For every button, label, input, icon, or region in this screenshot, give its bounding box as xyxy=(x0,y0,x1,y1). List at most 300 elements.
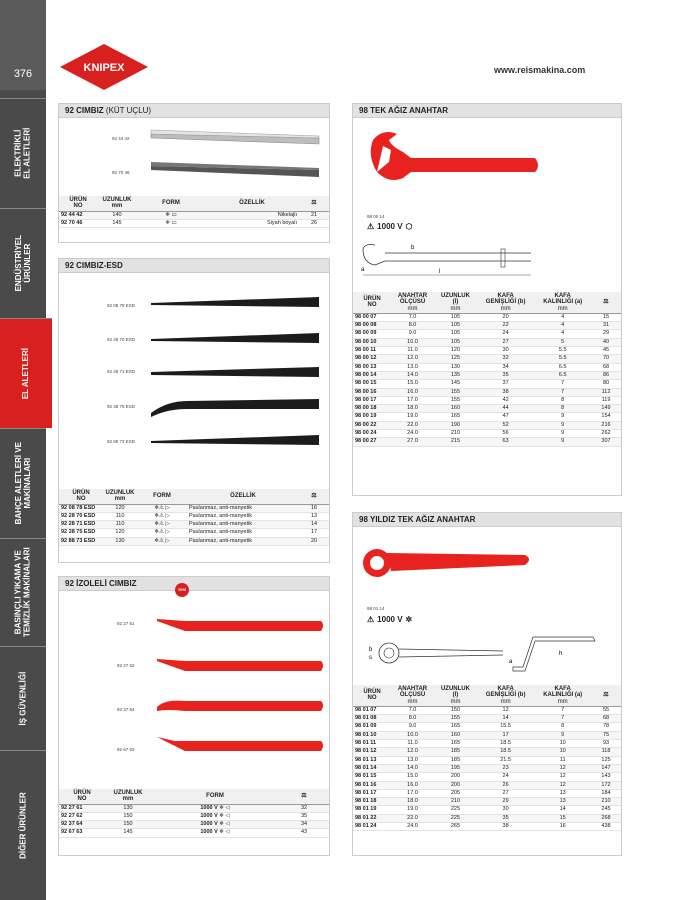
weight-icon: ⚖ xyxy=(299,196,329,211)
table-row: 92 67 63 145 1000 V ❄ ◁ 43 xyxy=(59,829,329,837)
table-cell: 125 xyxy=(434,355,477,363)
insulated-tweezers-image xyxy=(155,609,327,769)
table-cell: 14 xyxy=(477,715,535,723)
svg-text:l: l xyxy=(439,269,441,275)
table-cell: 80 xyxy=(591,380,621,388)
product-label: 98 00 14 xyxy=(367,214,385,219)
table-cell: 119 xyxy=(591,396,621,404)
ring-wrench-image xyxy=(359,537,539,597)
table-row xyxy=(353,756,621,764)
svg-text:h: h xyxy=(559,651,563,657)
table-cell: 13 xyxy=(534,789,591,797)
table-cell: 12 xyxy=(534,781,591,789)
table-cell: 9.0 xyxy=(391,330,434,338)
table-cell: 205 xyxy=(434,789,477,797)
product-label: 92 88 73 ESD xyxy=(107,439,136,444)
table-cell: 10.0 xyxy=(391,731,434,739)
table-cell: 30 xyxy=(477,347,535,355)
table-cell: 105 xyxy=(434,322,477,330)
table-cell: 24.0 xyxy=(391,430,434,438)
table-cell: 11.0 xyxy=(391,347,434,355)
table-cell: 200 xyxy=(434,773,477,781)
table-row xyxy=(353,363,621,371)
table-cell: 47 xyxy=(477,413,535,421)
table-cell: 10.0 xyxy=(391,338,434,346)
table-cell: 86 xyxy=(591,371,621,379)
table-cell: 165 xyxy=(434,413,477,421)
table-cell: 19.0 xyxy=(391,806,434,814)
product-label: 92 70 46 xyxy=(112,170,130,175)
table-row xyxy=(353,798,621,806)
table-row xyxy=(353,706,621,714)
table-cell: 98 00 10 xyxy=(353,338,391,346)
table-cell: 147 xyxy=(591,764,621,772)
table-cell: 27 xyxy=(477,789,535,797)
table-row: 92 28 71 ESD 110 ❄⚠ ▷ Paslanmaz, anti-manyetik 14 xyxy=(59,521,329,529)
table-cell: 150 xyxy=(434,706,477,714)
table-row: 92 37 64 150 1000 V ❄ ◁ 34 xyxy=(59,821,329,829)
table-cell: 184 xyxy=(591,789,621,797)
table-cell: 22.0 xyxy=(391,814,434,822)
table-cell: 5.5 xyxy=(534,347,591,355)
table-row: 92 88 73 ESD 130 ❄⚠ ▷ Paslanmaz, anti-manyetik 20 xyxy=(59,537,329,545)
table-cell: 19.0 xyxy=(391,413,434,421)
form-icon: ❄⚠ ▷ xyxy=(137,521,187,529)
table-cell: 165 xyxy=(434,723,477,731)
table-row xyxy=(353,347,621,355)
table-row xyxy=(353,330,621,338)
table-cell: 245 xyxy=(591,806,621,814)
table-cell: 98 00 11 xyxy=(353,347,391,355)
table-cell: 8 xyxy=(534,396,591,404)
table-row xyxy=(353,438,621,446)
table-cell: 118 xyxy=(591,748,621,756)
table-cell: 130 xyxy=(434,363,477,371)
table-cell: 15.5 xyxy=(477,723,535,731)
table-cell: 14.0 xyxy=(391,764,434,772)
table-cell: 160 xyxy=(434,405,477,413)
table-cell: 15.0 xyxy=(391,380,434,388)
form-icon: ❄ ▭ xyxy=(137,211,205,219)
table-cell: 31 xyxy=(591,322,621,330)
brand-name: KNIPEX xyxy=(83,62,125,74)
table-cell: 24 xyxy=(477,330,535,338)
table-cell: 307 xyxy=(591,438,621,446)
table-cell: 15 xyxy=(534,814,591,822)
panel-title: 98 YILDIZ TEK AĞIZ ANAHTAR xyxy=(353,513,621,527)
table-cell: 16.0 xyxy=(391,388,434,396)
table-row xyxy=(353,371,621,379)
table-cell: 56 xyxy=(477,430,535,438)
insulation-icon: ⚠ xyxy=(367,615,375,624)
tab-pressure-washers[interactable]: BASINÇLI YIKAMA VE TEMİZLİK MAKİNALARI xyxy=(0,538,46,646)
form-icon: ❄⚠ ▷ xyxy=(137,512,187,520)
spec-table: ÜRÜN NO UZUNLUK mm FORM ÖZELLİK ⚖ 92 44 42 140 ❄ ▭ Nikelajlı 21 92 70 46 145 ❄ ▭ Siyah boyalı 26 xyxy=(59,196,329,228)
table-cell: 23 xyxy=(477,764,535,772)
table-row xyxy=(353,748,621,756)
table-cell: 55 xyxy=(591,706,621,714)
tab-other-products[interactable]: DİĞER ÜRÜNLER xyxy=(0,750,46,900)
table-row xyxy=(353,313,621,321)
table-cell: 9 xyxy=(534,413,591,421)
table-cell: 24.0 xyxy=(391,823,434,831)
table-row xyxy=(353,421,621,429)
panel-title: 92 CIMBIZ-ESD xyxy=(59,259,329,273)
table-row: 92 44 42 140 ❄ ▭ Nikelajlı 21 xyxy=(59,211,329,219)
hex-icon: ⬡ xyxy=(405,222,413,231)
table-cell: 16 xyxy=(534,823,591,831)
table-cell: 17.0 xyxy=(391,789,434,797)
table-cell: 11.0 xyxy=(391,740,434,748)
table-row xyxy=(353,430,621,438)
esd-tweezers-image xyxy=(147,289,327,459)
table-cell: 190 xyxy=(434,421,477,429)
table-cell: 98 01 19 xyxy=(353,806,391,814)
table-cell: 18.5 xyxy=(477,748,535,756)
website-url[interactable]: www.reismakina.com xyxy=(494,65,586,75)
table-row xyxy=(353,740,621,748)
table-cell: 52 xyxy=(477,421,535,429)
table-row xyxy=(353,715,621,723)
table-cell: 155 xyxy=(434,396,477,404)
product-label: 92 37 64 xyxy=(117,707,135,712)
table-cell: 12.0 xyxy=(391,748,434,756)
table-cell: 32 xyxy=(477,355,535,363)
table-cell: 98 00 22 xyxy=(353,421,391,429)
panel-open-end-wrench xyxy=(352,103,622,496)
table-cell: 16.0 xyxy=(391,781,434,789)
svg-text:b: b xyxy=(411,245,415,251)
table-cell: 98 01 07 xyxy=(353,706,391,714)
tab-electric-tools[interactable]: ELEKTRİKLİ EL ALETLERİ xyxy=(0,98,46,208)
table-cell: 149 xyxy=(591,405,621,413)
form-icon: ❄⚠ ▷ xyxy=(137,529,187,537)
table-cell: 225 xyxy=(434,806,477,814)
table-row xyxy=(353,322,621,330)
table-cell: 185 xyxy=(434,748,477,756)
table-cell: 98 00 27 xyxy=(353,438,391,446)
panel-title: 98 TEK AĞIZ ANAHTAR xyxy=(353,104,621,118)
table-cell: 10 xyxy=(534,748,591,756)
product-label: 92 08 78 ESD xyxy=(107,303,136,308)
weight-icon: ⚖ xyxy=(591,292,621,313)
product-label: 92 28 70 ESD xyxy=(107,337,136,342)
table-cell: 105 xyxy=(434,330,477,338)
weight-icon: ⚖ xyxy=(279,789,329,804)
table-cell: 9 xyxy=(534,438,591,446)
table-cell: 68 xyxy=(591,363,621,371)
table-cell: 38 xyxy=(477,388,535,396)
table-cell: 7 xyxy=(534,706,591,714)
table-cell: 160 xyxy=(434,731,477,739)
table-cell: 98 00 24 xyxy=(353,430,391,438)
table-cell: 4 xyxy=(534,313,591,321)
weight-icon: ⚖ xyxy=(591,685,621,706)
table-row: 92 38 75 ESD 120 ❄⚠ ▷ Paslanmaz, anti-manyetik 17 xyxy=(59,529,329,537)
product-label: 92 44 42 xyxy=(112,136,130,141)
table-cell: 98 00 13 xyxy=(353,363,391,371)
table-cell: 37 xyxy=(477,380,535,388)
svg-text:s: s xyxy=(369,655,372,661)
table-cell: 15.0 xyxy=(391,773,434,781)
table-cell: 9 xyxy=(534,430,591,438)
table-cell: 155 xyxy=(434,388,477,396)
table-cell: 172 xyxy=(591,781,621,789)
table-cell: 98 01 09 xyxy=(353,723,391,731)
table-row xyxy=(353,413,621,421)
panel-ring-wrench xyxy=(352,512,622,856)
spec-table: ÜRÜN NO UZUNLUK mm FORM ÖZELLİK ⚖ 92 08 78 ESD 120 ❄⚠ ▷ Paslanmaz, anti-manyetik 16 92 28 70 ESD 110 ❄⚠ ▷ Paslanmaz, anti-manyetik 13 92 28 71 ESD 110 ❄⚠ ▷ Paslanmaz, anti-manyetik 14 92 38 75 ESD 120 ❄⚠ ▷ Paslanmaz, anti-manyetik 17 92 88 73 ESD 130 ❄⚠ ▷ Paslanmaz, anti-manyetik 20 xyxy=(59,489,329,546)
table-cell: 4 xyxy=(534,322,591,330)
table-cell: 30 xyxy=(477,806,535,814)
tweezers-image xyxy=(149,126,324,186)
table-cell: 98 01 15 xyxy=(353,773,391,781)
tab-work-safety[interactable]: İŞ GÜVENLİĞİ xyxy=(0,646,46,750)
table-row xyxy=(353,781,621,789)
table-cell: 98 00 07 xyxy=(353,313,391,321)
table-cell: 26 xyxy=(477,781,535,789)
table-cell: 63 xyxy=(477,438,535,446)
open-end-wrench-image xyxy=(363,126,543,206)
tab-industrial-products[interactable]: ENDÜSTRİYEL ÜRÜNLER xyxy=(0,208,46,318)
table-cell: 98 00 08 xyxy=(353,322,391,330)
table-cell: 7.0 xyxy=(391,313,434,321)
table-cell: 98 00 19 xyxy=(353,413,391,421)
panel-tweezers-esd xyxy=(58,258,330,563)
table-cell: 154 xyxy=(591,413,621,421)
table-cell: 4 xyxy=(534,330,591,338)
table-row xyxy=(353,380,621,388)
table-cell: 225 xyxy=(434,814,477,822)
table-row: 92 28 70 ESD 110 ❄⚠ ▷ Paslanmaz, anti-manyetik 13 xyxy=(59,512,329,520)
table-cell: 27 xyxy=(477,338,535,346)
table-cell: 12 xyxy=(534,773,591,781)
table-cell: 10 xyxy=(534,740,591,748)
table-cell: 35 xyxy=(477,371,535,379)
panel-title: 92 CIMBIZ (KÜT UÇLU) xyxy=(59,104,329,118)
table-cell: 98 01 11 xyxy=(353,740,391,748)
table-cell: 40 xyxy=(591,338,621,346)
table-cell: 9 xyxy=(534,731,591,739)
table-cell: 185 xyxy=(434,756,477,764)
table-cell: 6.5 xyxy=(534,371,591,379)
table-row xyxy=(353,396,621,404)
table-cell: 20 xyxy=(477,313,535,321)
table-cell: 6.5 xyxy=(534,363,591,371)
table-cell: 135 xyxy=(434,371,477,379)
table-row xyxy=(353,814,621,822)
spec-table: ÜRÜN NO ANAHTAR ÖLÇÜSÜ mm UZUNLUK (l) mm KAFA GENİŞLİĞİ (b) mm KAFA KALINLIĞI (a) mm ⚖ 98 00 07 7.0 105 20 4 15 98 00 08 8.0 105 22 4 31 98 00 09 9.0 105 24 4 29 98 00 10 10.0 105 27 5 40 98 00 11 11.0 120 30 5.5 45 98 00 12 12.0 125 32 5.5 70 98 00 13 13.0 130 34 6.5 68 98 00 14 14.0 135 35 6.5 86 98 00 15 15.0 145 37 7 80 98 00 16 16.0 155 38 7 112 98 00 17 17.0 155 42 8 119 98 00 18 18.0 160 44 8 149 98 00 19 19.0 165 47 9 154 98 00 22 22.0 190 52 9 216 98 00 24 24.0 210 56 9 262 98 00 27 27.0 215 63 9 307 xyxy=(353,292,621,447)
table-cell: 8.0 xyxy=(391,715,434,723)
table-row: 92 70 46 145 ❄ ▭ Siyah boyalı 26 xyxy=(59,219,329,227)
table-cell: 210 xyxy=(591,798,621,806)
table-cell: 18.5 xyxy=(477,740,535,748)
table-cell: 17 xyxy=(477,731,535,739)
table-cell: 112 xyxy=(591,388,621,396)
table-cell: 9 xyxy=(534,421,591,429)
table-cell: 34 xyxy=(477,363,535,371)
table-cell: 105 xyxy=(434,338,477,346)
table-cell: 7.0 xyxy=(391,706,434,714)
product-label: 92 28 71 ESD xyxy=(107,369,136,374)
table-cell: 42 xyxy=(477,396,535,404)
page-number: 376 xyxy=(0,0,46,90)
table-row xyxy=(353,388,621,396)
insulation-icon: ⚠ xyxy=(367,222,375,231)
table-cell: 98 00 18 xyxy=(353,405,391,413)
table-cell: 68 xyxy=(591,715,621,723)
table-cell: 5 xyxy=(534,338,591,346)
product-label: 92 67 63 xyxy=(117,747,135,752)
table-cell: 8 xyxy=(534,405,591,413)
table-cell: 70 xyxy=(591,355,621,363)
table-row xyxy=(353,764,621,772)
table-row: 92 08 78 ESD 120 ❄⚠ ▷ Paslanmaz, anti-manyetik 16 xyxy=(59,504,329,512)
table-cell: 18.0 xyxy=(391,405,434,413)
table-cell: 98 01 08 xyxy=(353,715,391,723)
table-cell: 143 xyxy=(591,773,621,781)
tab-hand-tools[interactable]: EL ALETLERİ xyxy=(0,318,52,428)
tab-garden-tools[interactable]: BAHÇE ALETLERİ VE MAKİNALARI xyxy=(0,428,46,538)
table-cell: 98 01 10 xyxy=(353,731,391,739)
table-row xyxy=(353,355,621,363)
product-label: 98 01 14 xyxy=(367,606,385,611)
weight-icon: ⚖ xyxy=(299,489,329,504)
table-cell: 210 xyxy=(434,430,477,438)
table-cell: 13 xyxy=(534,798,591,806)
table-cell: 38 xyxy=(477,823,535,831)
table-cell: 29 xyxy=(477,798,535,806)
ring-wrench-dimension-drawing xyxy=(363,631,613,681)
table-row xyxy=(353,338,621,346)
table-row xyxy=(353,806,621,814)
table-cell: 98 00 14 xyxy=(353,371,391,379)
table-cell: 35 xyxy=(477,814,535,822)
form-icon: ❄⚠ ▷ xyxy=(137,504,187,512)
table-cell: 265 xyxy=(434,823,477,831)
table-cell: 11 xyxy=(534,756,591,764)
voltage-rating: ⚠ 1000 V ✲ xyxy=(367,615,413,624)
svg-text:a: a xyxy=(361,267,365,273)
table-cell: 98 00 12 xyxy=(353,355,391,363)
product-label: 92 38 75 ESD xyxy=(107,404,136,409)
table-cell: 7 xyxy=(534,715,591,723)
table-cell: 17.0 xyxy=(391,396,434,404)
form-icon: ❄ ▭ xyxy=(137,219,205,227)
svg-text:b: b xyxy=(369,647,373,653)
table-cell: 98 00 09 xyxy=(353,330,391,338)
table-cell: 98 01 13 xyxy=(353,756,391,764)
table-cell: 9.0 xyxy=(391,723,434,731)
table-cell: 200 xyxy=(434,781,477,789)
table-cell: 44 xyxy=(477,405,535,413)
table-cell: 8.0 xyxy=(391,322,434,330)
table-cell: 105 xyxy=(434,313,477,321)
table-cell: 22.0 xyxy=(391,421,434,429)
table-cell: 22 xyxy=(477,322,535,330)
table-cell: 8 xyxy=(534,723,591,731)
table-cell: 98 00 15 xyxy=(353,380,391,388)
table-cell: 210 xyxy=(434,798,477,806)
table-cell: 75 xyxy=(591,731,621,739)
table-cell: 120 xyxy=(434,347,477,355)
table-cell: 12 xyxy=(477,706,535,714)
table-row xyxy=(353,823,621,831)
table-row xyxy=(353,723,621,731)
form-icon: ❄⚠ ▷ xyxy=(137,537,187,545)
table-cell: 98 01 18 xyxy=(353,798,391,806)
table-cell: 98 01 16 xyxy=(353,781,391,789)
panel-tweezers-blunt xyxy=(58,103,330,243)
table-cell: 27.0 xyxy=(391,438,434,446)
table-cell: 98 01 12 xyxy=(353,748,391,756)
table-row: 92 27 61 130 1000 V ❄ ◁ 32 xyxy=(59,804,329,812)
spec-table: ÜRÜN NO ANAHTAR ÖLÇÜSÜ mm UZUNLUK (l) mm KAFA GENİŞLİĞİ (b) mm KAFA KALINLIĞI (a) mm ⚖ 98 01 07 7.0 150 12 7 55 98 01 08 8.0 155 14 7 68 98 01 09 9.0 165 15.5 8 78 98 01 10 10.0 160 17 9 75 98 01 11 11.0 165 18.5 10 93 98 01 12 12.0 185 18.5 10 118 98 01 13 13.0 185 21.5 11 125 98 01 14 14.0 195 23 12 147 98 01 15 15.0 200 24 12 143 98 01 16 16.0 200 26 12 172 98 01 17 17.0 205 27 13 184 98 01 18 18.0 210 29 13 210 98 01 19 19.0 225 30 14 245 98 01 22 22.0 225 35 15 268 98 01 24 24.0 265 38 16 438 xyxy=(353,685,621,831)
star-socket-icon: ✲ xyxy=(405,615,413,624)
table-cell: 98 00 17 xyxy=(353,396,391,404)
table-cell: 15 xyxy=(591,313,621,321)
table-cell: 216 xyxy=(591,421,621,429)
table-cell: 268 xyxy=(591,814,621,822)
table-cell: 14 xyxy=(534,806,591,814)
table-cell: 215 xyxy=(434,438,477,446)
knipex-logo xyxy=(58,42,150,92)
table-cell: 13.0 xyxy=(391,756,434,764)
product-label: 92 27 62 xyxy=(117,663,135,668)
table-cell: 7 xyxy=(534,380,591,388)
table-cell: 145 xyxy=(434,380,477,388)
new-badge: YENİ xyxy=(175,583,189,597)
table-cell: 262 xyxy=(591,430,621,438)
table-cell: 98 01 24 xyxy=(353,823,391,831)
panel-insulated-tweezers xyxy=(58,576,330,856)
product-label: 92 27 61 xyxy=(117,621,135,626)
table-cell: 7 xyxy=(534,388,591,396)
table-cell: 12 xyxy=(534,764,591,772)
wrench-dimension-drawing xyxy=(361,237,541,287)
table-cell: 98 00 16 xyxy=(353,388,391,396)
table-cell: 5.5 xyxy=(534,355,591,363)
table-cell: 18.0 xyxy=(391,798,434,806)
table-cell: 13.0 xyxy=(391,363,434,371)
table-cell: 78 xyxy=(591,723,621,731)
table-cell: 165 xyxy=(434,740,477,748)
table-cell: 45 xyxy=(591,347,621,355)
table-cell: 14.0 xyxy=(391,371,434,379)
voltage-rating: ⚠ 1000 V ⬡ xyxy=(367,222,413,231)
table-cell: 21.5 xyxy=(477,756,535,764)
table-cell: 29 xyxy=(591,330,621,338)
table-cell: 98 01 14 xyxy=(353,764,391,772)
table-cell: 438 xyxy=(591,823,621,831)
table-cell: 12.0 xyxy=(391,355,434,363)
table-cell: 125 xyxy=(591,756,621,764)
table-cell: 93 xyxy=(591,740,621,748)
table-row xyxy=(353,731,621,739)
svg-text:a: a xyxy=(509,659,513,665)
table-row xyxy=(353,789,621,797)
table-row: 92 27 62 150 1000 V ❄ ◁ 35 xyxy=(59,812,329,820)
table-row xyxy=(353,405,621,413)
table-cell: 98 01 17 xyxy=(353,789,391,797)
table-row xyxy=(353,773,621,781)
table-cell: 24 xyxy=(477,773,535,781)
panel-title: 92 İZOLELİ CIMBIZ xyxy=(59,577,329,591)
table-cell: 98 01 22 xyxy=(353,814,391,822)
table-cell: 195 xyxy=(434,764,477,772)
table-cell: 155 xyxy=(434,715,477,723)
spec-table: ÜRÜN NO UZUNLUK mm FORM ⚖ 92 27 61 130 1000 V ❄ ◁ 32 92 27 62 150 1000 V ❄ ◁ 35 92 37 64 150 1000 V ❄ ◁ 34 92 67 63 145 1000 V ❄ ◁ 43 xyxy=(59,789,329,838)
